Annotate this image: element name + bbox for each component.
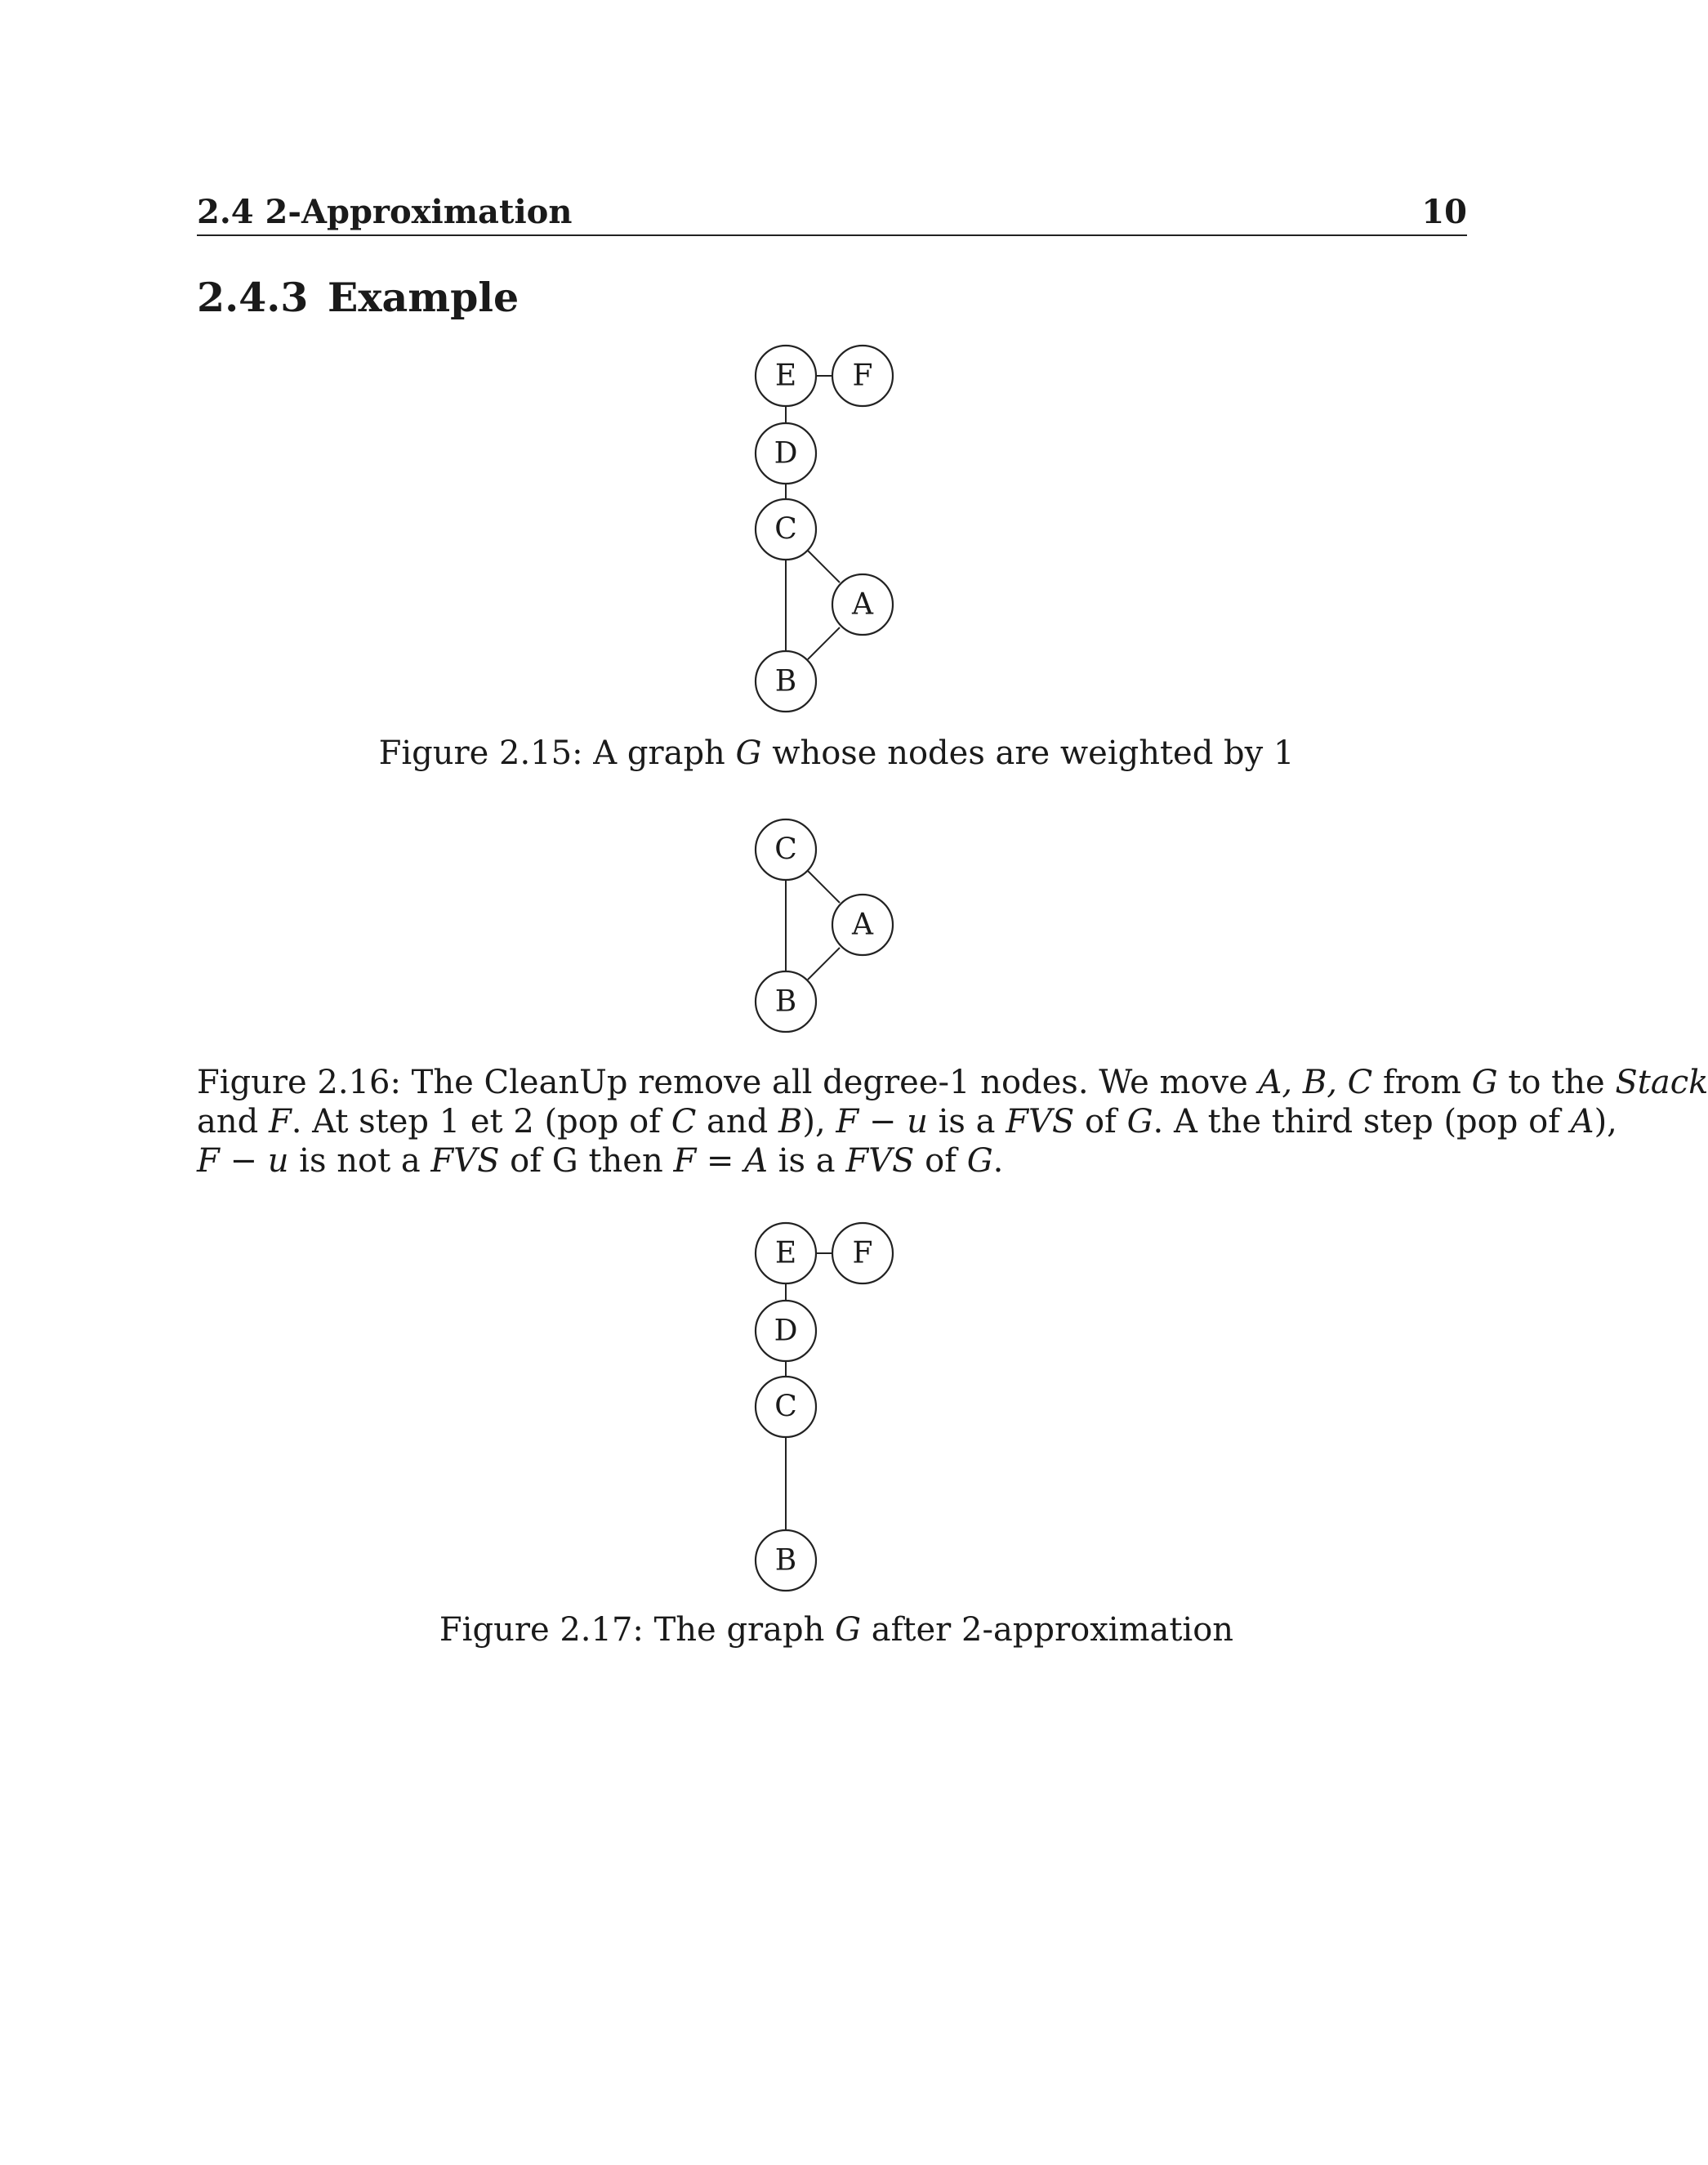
node-label: B	[774, 664, 797, 699]
section-number: 2.4.3	[197, 274, 309, 321]
node-label: E	[774, 359, 797, 393]
caption-line-1: Figure 2.16: The CleanUp remove all degree-1 nodes. We move A, B, C from G to the Stack	[197, 1064, 1708, 1101]
node-label: F	[852, 359, 873, 393]
node-label: A	[852, 587, 873, 622]
node-label: A	[852, 908, 873, 942]
node-label: C	[774, 512, 797, 547]
section-title: Example	[328, 274, 520, 321]
node-label: F	[852, 1236, 873, 1270]
node-e	[756, 1223, 816, 1283]
node-d	[756, 1301, 816, 1361]
node-label: D	[774, 1314, 798, 1348]
running-header-section: 2.4 2-Approximation	[197, 193, 573, 231]
page-number: 10	[1421, 193, 1467, 231]
node-b	[756, 1530, 816, 1591]
node-label: E	[774, 1236, 797, 1270]
node-label: B	[774, 984, 797, 1019]
caption-line-3: F − u is not a FVS of G then F = A is a FVS of G.	[197, 1142, 1004, 1180]
node-f	[832, 1223, 893, 1283]
caption-line-2: and F. At step 1 et 2 (pop of C and B), F − u is a FVS of G. A the third step (pop of A),	[197, 1103, 1617, 1141]
figure-2-15-caption: Figure 2.15: A graph G whose nodes are weighted by 1	[378, 734, 1295, 772]
node-label: B	[774, 1543, 797, 1578]
node-label: C	[774, 833, 797, 867]
node-label: D	[774, 436, 798, 471]
node-c	[756, 1377, 816, 1437]
figure-2-17-caption: Figure 2.17: The graph G after 2-approximation	[439, 1611, 1234, 1649]
node-label: C	[774, 1390, 797, 1424]
